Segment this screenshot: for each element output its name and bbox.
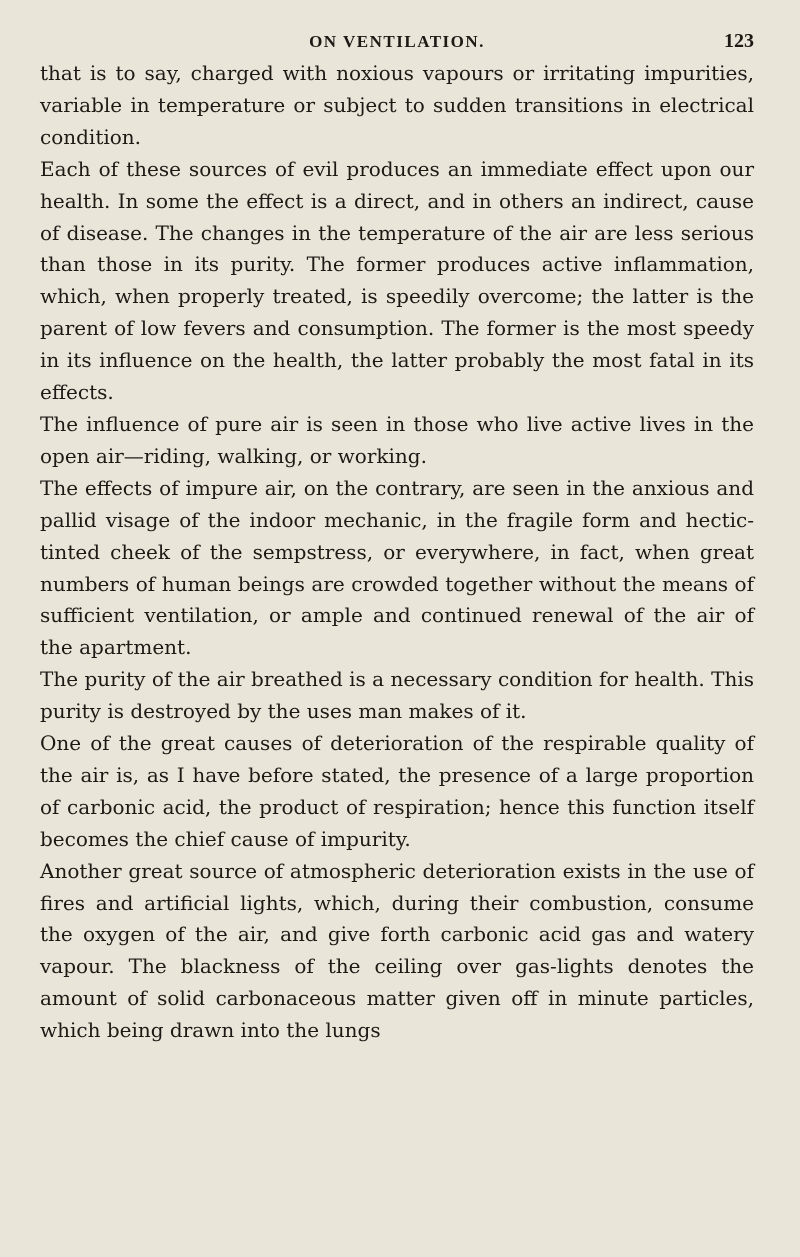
paragraph-continuation: that is to say, charged with noxious vapours or irritating impurities, variable in temperature or subject to sudden transitions in electrical condition. — [40, 61, 754, 149]
paragraph-sources-of-evil: Each of these sources of evil produces an immediate effect upon our health. In some the effect is a direct, and in others an indirect, cause of disease. The changes in the temperature of the air are less serious than those in its purity. The former produces active inflammation, which, when properly treated, is speedily overcome; the latter is the parent of low fevers and consumption. The former is the most speedy in its influence on the health, the latter probably the most fatal in its effects. — [40, 156, 754, 405]
running-title: ON VENTILATION. — [309, 32, 485, 51]
body-text — [40, 58, 754, 1047]
page-header — [40, 0, 754, 58]
paragraph-pure-air: The influence of pure air is seen in those who live active lives in the open air—riding, walking, or working. — [40, 411, 754, 468]
page-number: 123 — [724, 30, 754, 52]
paragraph-purity-condition: The purity of the air breathed is a necessary condition for health. This purity is destroyed by the uses man makes of it. — [40, 667, 754, 724]
paragraph-carbonic-acid: One of the great causes of deterioration of the respirable quality of the air is, as I have before stated, the presence of a large proportion of carbonic acid, the product of respiration; hence this function itself becomes the chief cause of impurity. — [40, 731, 754, 851]
paragraph-impure-air: The effects of impure air, on the contrary, are seen in the anxious and pallid visage of the indoor mechanic, in the fragile form and hectic-tinted cheek of the sempstress, or everywhere, in fact, when great numbers of human beings are crowded together without the means of sufficient ventilation, or ample and continued renewal of the air of the apartment. — [40, 475, 754, 660]
paragraph-fires-and-lights: Another great source of atmospheric deterioration exists in the use of fires and artificial lights, which, during their combustion, consume the oxygen of the air, and give forth carbonic acid gas and watery vapour. The blackness of the ceiling over gas-lights denotes the amount of solid carbonaceous matter given off in minute particles, which being drawn into the lungs — [40, 858, 754, 1043]
